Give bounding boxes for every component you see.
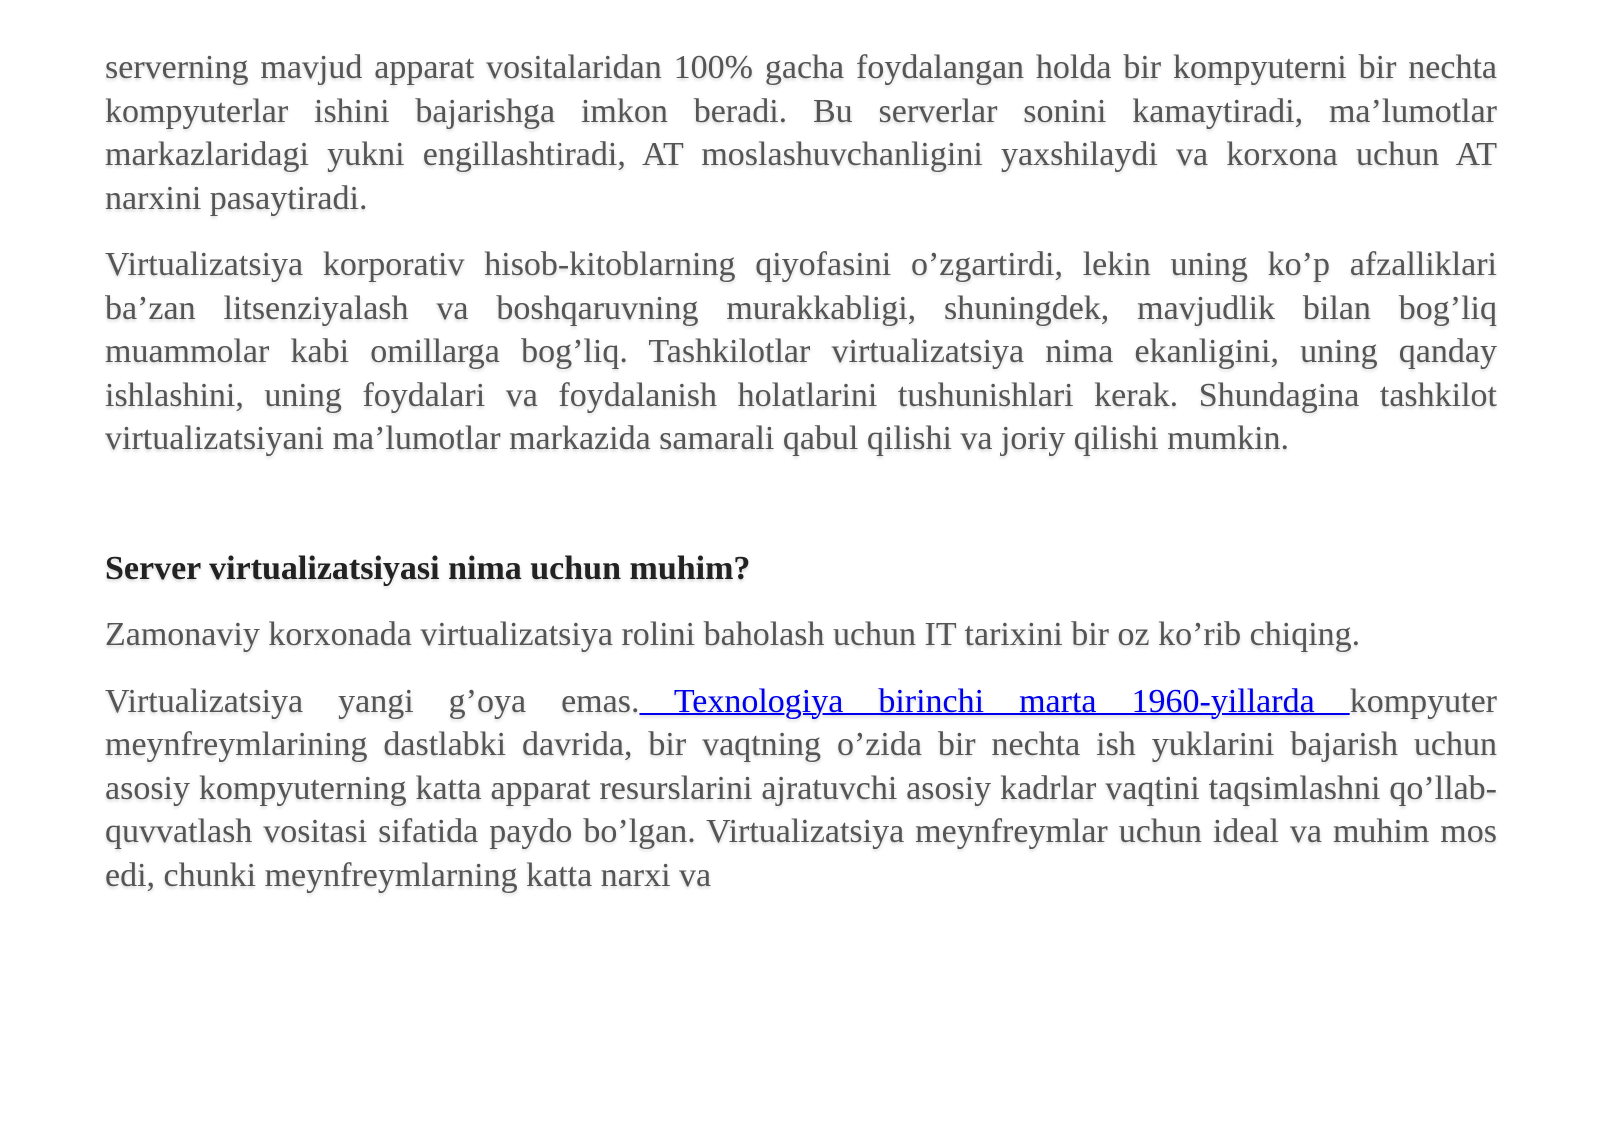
paragraph-history-rest: kompyuter meynfreymlarining dastlabki davrida, bir vaqtning o’zida bir nechta ish yuklarini bajarish uchun asosiy kompyuterning katta apparat resurslarini ajratuvchi asosiy kadrlar vaqtini taqsimlashni qo’llab-quvvatlash vositasi sifatida paydo bo’lgan. Virtualizatsiya meynfreymlar uchun ideal va muhim mos edi, chunki meynfreymlarning katta narxi va: [105, 682, 1497, 894]
history-link[interactable]: Texnologiya birinchi marta 1960-yillarda: [639, 682, 1350, 720]
paragraph-intro: serverning mavjud apparat vositalaridan 100% gacha foydalangan holda bir kompyuterni bir nechta kompyuterlar ishini bajarishga imkon beradi. Bu serverlar sonini kamaytiradi, ma’lumotlar markazlaridagi yukni engillashtiradi, AT moslashuvchanligini yaxshilaydi va korxona uchun AT narxini pasaytiradi.: [105, 49, 1497, 217]
paragraph-history-start: Virtualizatsiya yangi g’oya emas.: [105, 682, 640, 720]
paragraph-history-intro: Zamonaviy korxonada virtualizatsiya rolini baholash uchun IT tarixini bir oz ko’rib chiqing.: [105, 616, 1361, 653]
paragraph-history: [105, 680, 1497, 898]
document-page: [105, 46, 1497, 897]
section-heading: Server virtualizatsiyasi nima uchun muhim?: [105, 549, 751, 587]
paragraph-virtualization-impact: Virtualizatsiya korporativ hisob-kitoblarning qiyofasini o’zgartirdi, lekin uning ko’p afzalliklari ba’zan litsenziyalash va boshqaruvning murakkabligi, shuningdek, mavjudlik bilan bog’liq muammolar kabi omillarga bog’liq. Tashkilotlar virtualizatsiya nima ekanligini, uning qanday ishlashini, uning foydalari va foydalanish holatlarini tushunishlari kerak. Shundagina tashkilot virtualizatsiyani ma’lumotlar markazida samarali qabul qilishi va joriy qilishi mumkin.: [105, 246, 1497, 457]
